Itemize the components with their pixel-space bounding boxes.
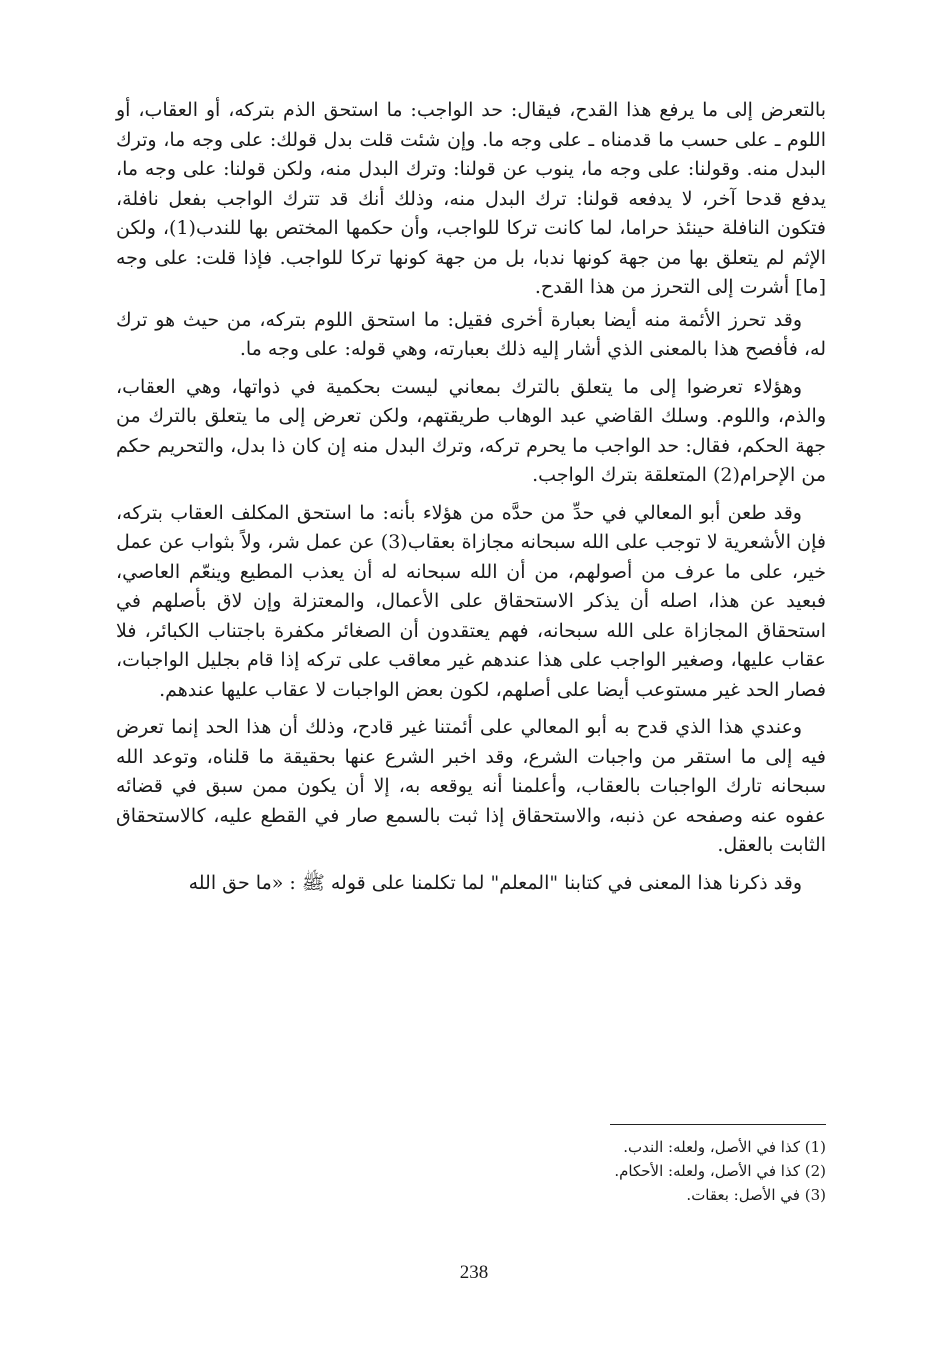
main-text — [116, 96, 826, 906]
paragraph-1: بالتعرض إلى ما يرفع هذا القدح، فيقال: حد الواجب: ما استحق الذم بتركه، أو العقاب، أو اللوم ـ على حسب ما قدمناه ـ على وجه ما. وإن شئت قلت بدل قولك: على وجه ما، وترك البدل منه. وقولنا: على وجه ما، ينوب عن قولنا: وترك البدل منه، ولكن قولنا: على وجه ما، يدفع قدحا آخر، لا يدفعه قولنا: ترك البدل منه، وذلك أنك قد تترك الواجب بفعل نافلة، فتكون النافلة حينئذ حراما، لما كانت تركا للواجب، وأن حكمها المختص بها للندب(1)، ولكن الإثم لم يتعلق بها من جهة كونها ندبا، بل من جهة كونها تركا للواجب. فإذا قلت: على وجه [ما] أشرت إلى التحرز من هذا القدح. — [116, 99, 826, 298]
paragraph-2: وقد تحرز الأئمة منه أيضا بعبارة أخرى فقيل: ما استحق اللوم بتركه، من حيث هو ترك له، فأفصح هذا بالمعنى الذي أشار إليه ذلك بعبارته، وهي قوله: على وجه ما. — [116, 308, 826, 360]
footnote-2: (2) كذا في الأصل، ولعله: الأحكام. — [614, 1162, 826, 1180]
footnote-3: (3) في الأصل: بعقات. — [686, 1186, 826, 1204]
paragraph-3: وهؤلاء تعرضوا إلى ما يتعلق بالترك بمعاني ليست بحكمية في ذواتها، وهي العقاب، والذم، واللوم. وسلك القاضي عبد الوهاب طريقتهم، ولكن تعرض إلى ما يتعلق بالترك من جهة الحكم، فقال: حد الواجب ما يحرم تركه، وترك البدل منه إن كان ذا بدل، والتحريم حكم من الإحرام(2) المتعلقة بترك الواجب. — [116, 375, 826, 486]
paragraph-5: وعندي هذا الذي قدح به أبو المعالي على أئمتنا غير قادح، وذلك أن هذا الحد إنما تعرض فيه إلى ما استقر من واجبات الشرع، وقد اخبر الشرع عنها بحقيقة ما قلناه، وتوعد الله سبحانه تارك الواجبات بالعقاب، وأعلمنا أنه يوقعه به، إلا أن يكون ممن سبق في قضائه عفوه عنه وصفحه عن ذنبه، والاستحقاق إذا ثبت بالسمع صار في القطع عليه، كالاستحقاق الثابت بالعقل. — [116, 716, 826, 856]
paragraph-4: وقد طعن أبو المعالي في حدِّ من حدَّه من هؤلاء بأنه: ما استحق المكلف العقاب بتركه، فإن الأشعرية لا توجب على الله سبحانه مجازاة بعقاب(3) عن عمل شر، ولاً بثواب عن عمل خير، على ما عرف من أصولهم، من أن الله سبحانه له أن يعذب المطيع وينعّم العاصي، فبعيد عن هذا، اصله أن يذكر الاستحقاق على الأعمال، والمعتزلة وإن لاق بأصلهم في استحقاق المجازاة على الله سبحانه، فهم يعتقدون أن الصغائر مكفرة باجتناب الكبائر، فلا عقاب عليها، وصغير الواجب على هذا عندهم غير معاقب على تركه إذا قام بجليل الواجبات، فصار الحد غير مستوعب أيضا على أصلهم، لكون بعض الواجبات لا عقاب عليها عندهم. — [116, 501, 827, 701]
paragraph-6: وقد ذكرنا هذا المعنى في كتابنا "المعلم" لما تكلمنا على قوله ﷺ : «ما حق الله — [188, 871, 802, 894]
footnotes — [460, 1135, 826, 1207]
footnote-separator — [610, 1124, 826, 1125]
footnote-1: (1) كذا في الأصل، ولعله: الندب. — [623, 1138, 826, 1156]
page-number: 238 — [459, 1262, 489, 1283]
